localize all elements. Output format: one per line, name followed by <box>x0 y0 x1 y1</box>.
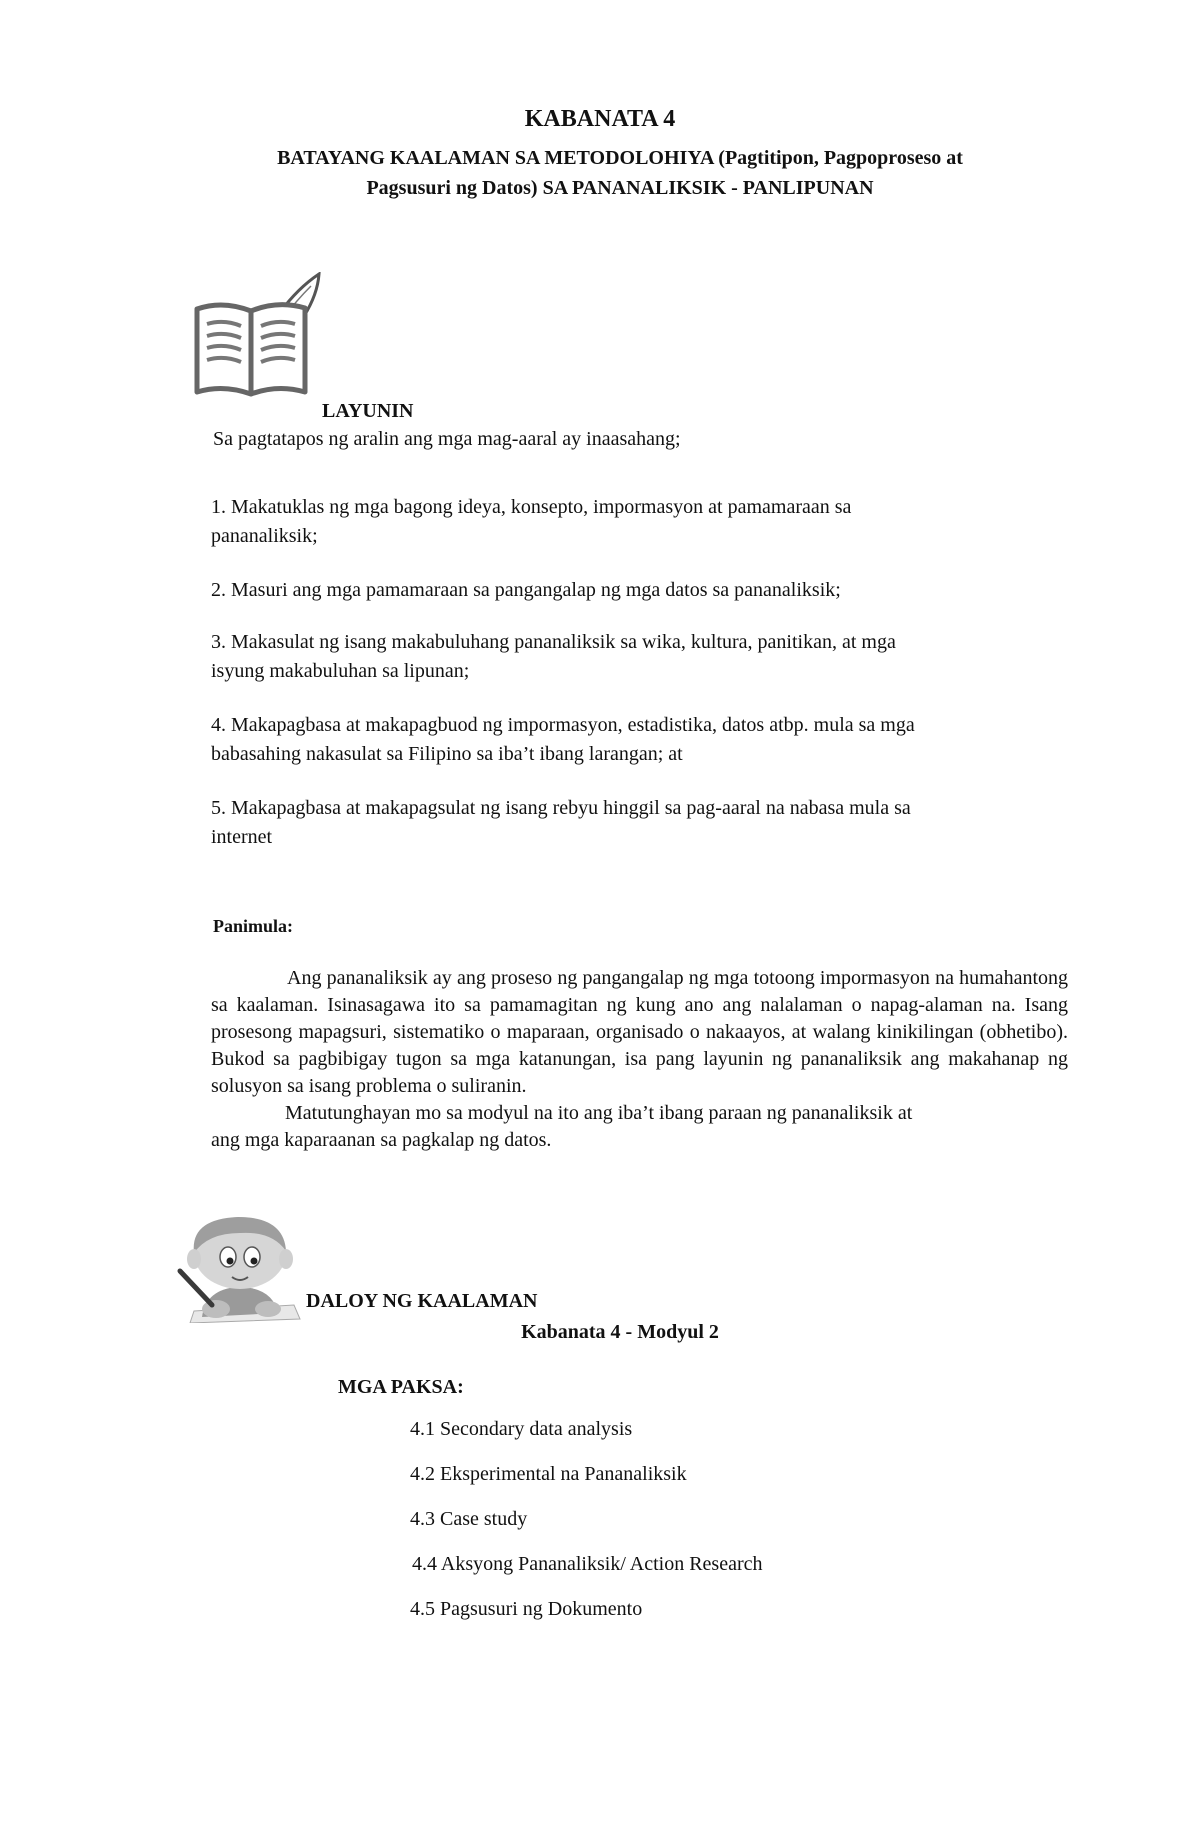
objective-line: 5. Makapagbasa at makapagsulat ng isang rebyu hinggil sa pag-aaral na nabasa mula sa <box>211 797 911 819</box>
topic-item: 4.1 Secondary data analysis <box>410 1418 633 1440</box>
panimula-heading: Panimula: <box>213 916 294 936</box>
panimula-paragraph-2-line-1: Matutunghayan mo sa modyul na ito ang iba’t ibang paraan ng pananaliksik at <box>285 1102 913 1124</box>
objective-item <box>211 711 1041 769</box>
layunin-intro: Sa pagtatapos ng aralin ang mga mag-aaral ay inaasahang; <box>213 428 681 450</box>
open-book-with-quill-icon <box>193 272 323 406</box>
daloy-heading: DALOY NG KAALAMAN <box>306 1290 538 1312</box>
objective-line: 3. Makasulat ng isang makabuluhang pananaliksik sa wika, kultura, panitikan, at mga <box>211 631 896 653</box>
objective-line: pananaliksik; <box>211 525 318 547</box>
subtitle-line-1: BATAYANG KAALAMAN SA METODOLOHIYA (Pagtitipon, Pagpoproseso at <box>277 147 963 169</box>
subtitle-line-2: Pagsusuri ng Datos) SA PANANALIKSIK - PANLIPUNAN <box>366 177 874 199</box>
topic-item: 4.2 Eksperimental na Pananaliksik <box>410 1463 687 1485</box>
topics-heading: MGA PAKSA: <box>338 1376 464 1398</box>
objective-line: internet <box>211 826 273 848</box>
student-writing-icon <box>172 1213 310 1323</box>
panimula-paragraph-2-line-2: ang mga kaparaanan sa pagkalap ng datos. <box>211 1129 552 1151</box>
objective-line: babasahing nakasulat sa Filipino sa iba’t ibang larangan; at <box>211 743 683 765</box>
chapter-subtitle <box>200 143 1040 203</box>
panimula-paragraph-1: Ang pananaliksik ay ang proseso ng pangangalap ng mga totoong impormasyon na humahantong sa kaalaman. Isinasagawa ito sa pamamagitan ng kung ano ang nalalaman o napag-alaman na. Isang prosesong mapagsuri, sistematiko o maparaan, organisado o nakaayos, at walang kinikilingan (obhetibo). Bukod sa pagbibigay tugon sa mga katanungan, isa pang layunin ng pananaliksik ang makahanap ng solusyon sa isang problema o suliranin. <box>211 967 1068 1097</box>
topic-item: 4.4 Aksyong Pananaliksik/ Action Research <box>412 1553 763 1575</box>
panimula-body <box>211 965 1068 1154</box>
objective-line: isyung makabuluhan sa lipunan; <box>211 660 470 682</box>
objective-item <box>211 794 1041 852</box>
objective-line: 1. Makatuklas ng mga bagong ideya, konsepto, impormasyon at pamamaraan sa <box>211 496 852 518</box>
objective-item <box>211 628 1041 686</box>
topic-item: 4.3 Case study <box>410 1508 528 1530</box>
topic-item: 4.5 Pagsusuri ng Dokumento <box>410 1598 643 1620</box>
module-subheading: Kabanata 4 - Modyul 2 <box>521 1321 719 1343</box>
objective-line: 2. Masuri ang mga pamamaraan sa pangangalap ng mga datos sa pananaliksik; <box>211 579 841 601</box>
layunin-heading: LAYUNIN <box>322 400 414 422</box>
chapter-title: KABANATA 4 <box>524 106 676 132</box>
objective-item <box>211 576 1041 605</box>
objective-line: 4. Makapagbasa at makapagbuod ng impormasyon, estadistika, datos atbp. mula sa mga <box>211 714 915 736</box>
objective-item <box>211 493 1041 551</box>
